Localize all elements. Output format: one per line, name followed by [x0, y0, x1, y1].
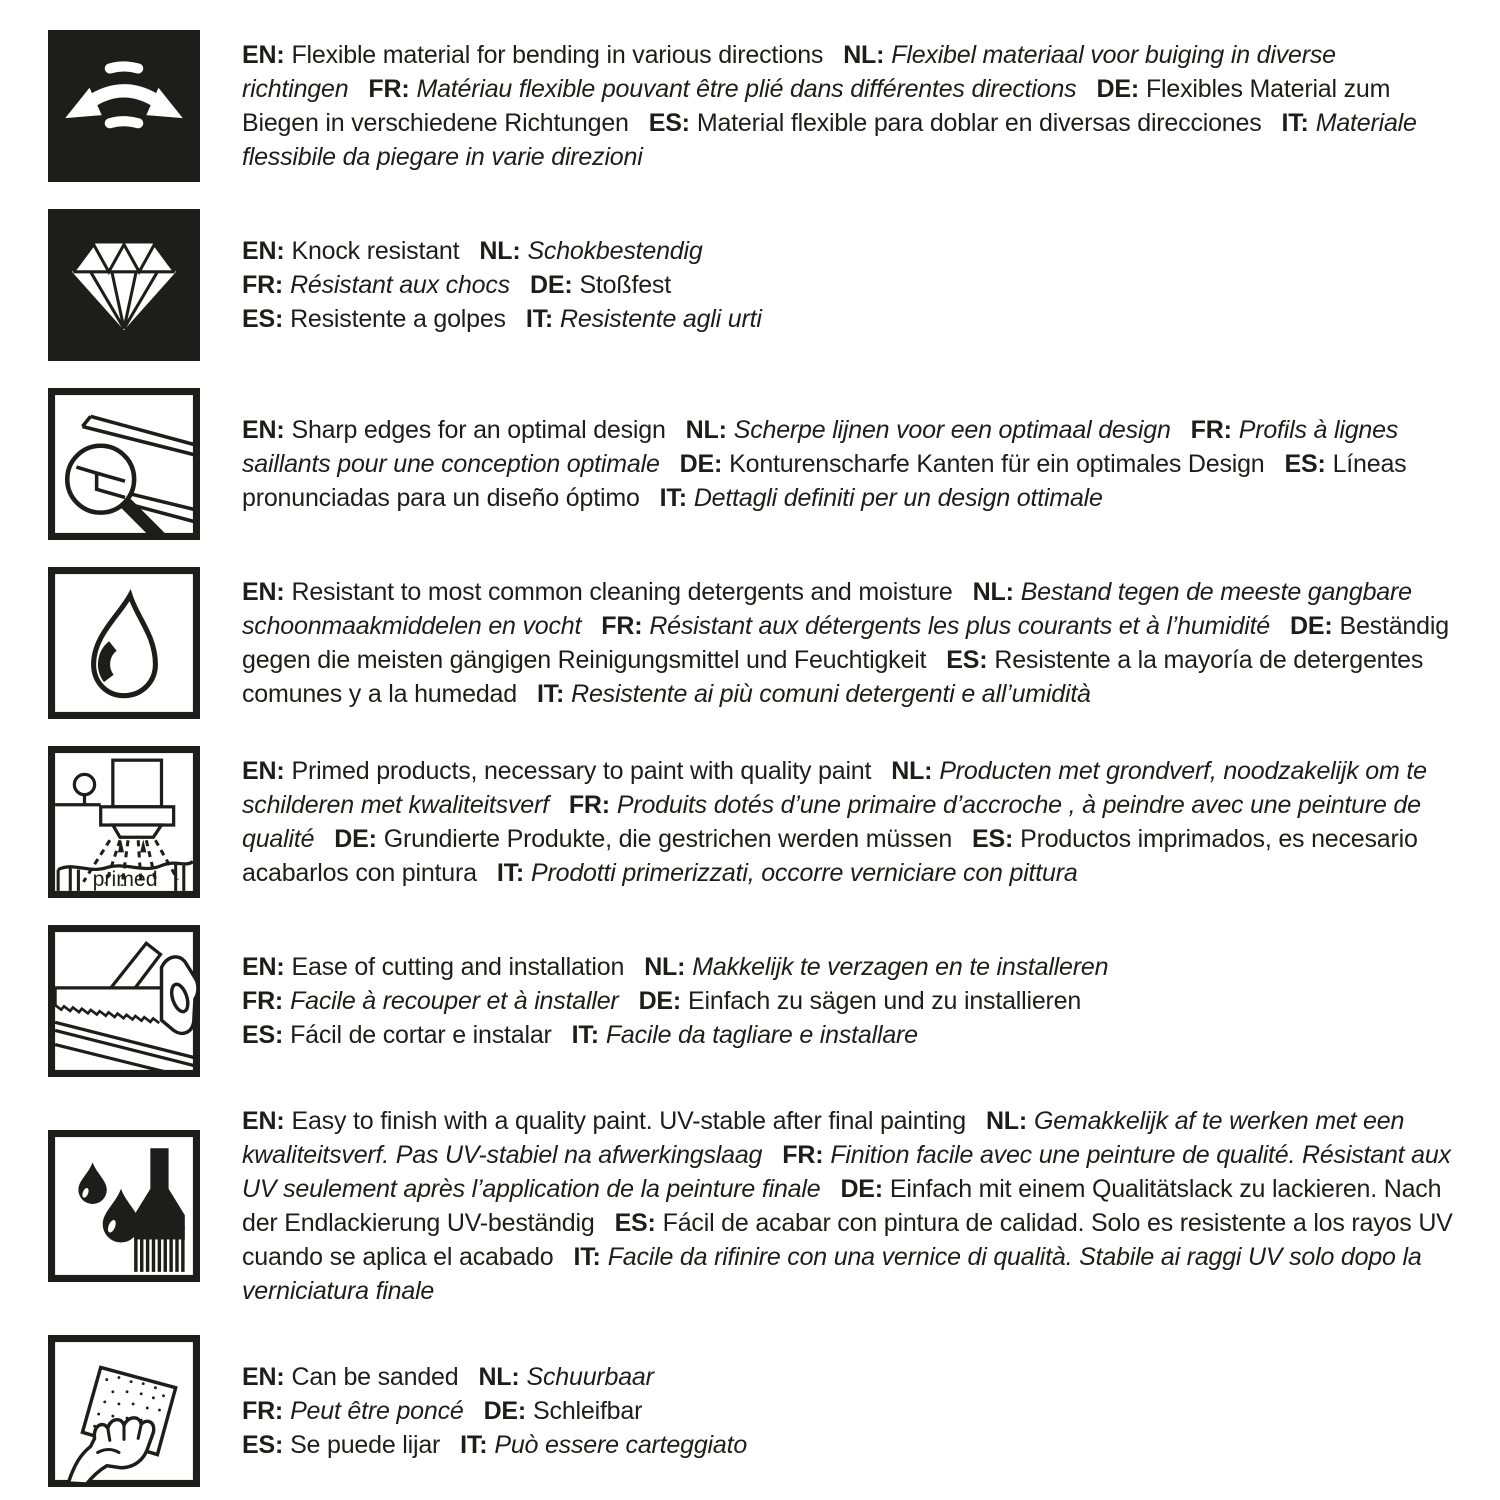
feature-text-it: Prodotti primerizzati, occorre verniciare con pittura — [531, 859, 1078, 887]
feature-text-it: Facile da tagliare e installare — [605, 1021, 918, 1049]
paint-drops-brush-icon — [48, 1130, 200, 1282]
lang-label-de: DE: — [334, 825, 377, 853]
lang-label-en: EN: — [242, 41, 285, 69]
feature-row — [48, 1335, 1460, 1487]
feature-text-de: Grundierte Produkte, die gestrichen werden müssen — [383, 825, 953, 853]
lang-label-nl: NL: — [685, 416, 727, 444]
lang-label-fr: FR: — [368, 75, 410, 103]
feature-text-it: Può essere carteggiato — [494, 1431, 748, 1459]
feature-text-es: Resistente a la mayoría de detergentes comunes y a la humedad — [242, 646, 1424, 708]
feature-description — [242, 950, 1457, 1052]
lang-label-it: IT: — [460, 1431, 488, 1459]
feature-row — [48, 567, 1460, 719]
feature-text-it: Resistente ai più comuni detergenti e all’umidità — [571, 680, 1091, 708]
lang-label-it: IT: — [525, 305, 554, 333]
lang-label-de: DE: — [483, 1397, 527, 1425]
feature-text-es: Productos imprimados, es necesario acabarlos con pintura — [242, 825, 1418, 887]
lang-label-fr: FR: — [568, 791, 610, 819]
feature-text-de: Konturenscharfe Kanten für ein optimales Design — [729, 450, 1265, 478]
feature-text-nl: Scherpe lijnen voor een optimaal design — [733, 416, 1171, 444]
feature-row — [48, 1104, 1460, 1308]
feature-text-de: Einfach zu sägen und zu installieren — [688, 987, 1082, 1015]
feature-text-fr: Profils à lignes saillants pour une conception optimale — [242, 416, 1399, 478]
feature-text-fr: Résistant aux chocs — [290, 271, 510, 299]
feature-list — [48, 30, 1460, 1487]
lang-label-es: ES: — [648, 109, 690, 137]
feature-text-nl: Producten met grondverf, noodzakelijk om te schilderen met kwaliteitsverf — [242, 757, 1427, 819]
lang-label-fr: FR: — [242, 271, 284, 299]
feature-text-de: Beständig gegen die meisten gängigen Reinigungsmittel und Feuchtigkeit — [242, 612, 1449, 674]
feature-text-nl: Schokbestendig — [527, 237, 703, 265]
feature-text-es: Material flexible para doblar en diversas direcciones — [696, 109, 1262, 137]
lang-label-en: EN: — [242, 578, 285, 606]
lang-label-it: IT: — [1281, 109, 1309, 137]
feature-description — [242, 413, 1457, 515]
feature-description — [242, 575, 1457, 711]
sanding-hand-icon — [48, 1335, 200, 1487]
lang-label-en: EN: — [242, 237, 285, 265]
feature-text-de: Einfach mit einem Qualitätslack zu lackieren. Nach der Endlackierung UV-beständig — [242, 1175, 1442, 1237]
lang-label-es: ES: — [946, 646, 988, 674]
lang-label-es: ES: — [242, 1431, 284, 1459]
lang-label-es: ES: — [614, 1209, 656, 1237]
lang-label-nl: NL: — [843, 41, 885, 69]
feature-description — [242, 1104, 1457, 1308]
feature-text-fr: Facile à recouper et à installer — [290, 987, 619, 1015]
feature-text-en: Primed products, necessary to paint with quality paint — [291, 757, 872, 785]
lang-label-nl: NL: — [972, 578, 1014, 606]
feature-text-en: Can be sanded — [291, 1363, 459, 1391]
lang-label-fr: FR: — [601, 612, 643, 640]
lang-label-de: DE: — [529, 271, 573, 299]
feature-text-es: Fácil de cortar e instalar — [290, 1021, 552, 1049]
lang-label-de: DE: — [1096, 75, 1139, 103]
lang-label-fr: FR: — [782, 1141, 824, 1169]
water-drop-moisture-icon — [48, 567, 200, 719]
feature-text-it: Dettagli definiti per un design ottimale — [693, 484, 1103, 512]
saw-cutting-icon — [48, 925, 200, 1077]
feature-text-en: Resistant to most common cleaning detergents and moisture — [291, 578, 953, 606]
feature-text-fr: Produits dotés d’une primaire d’accroche , à peindre avec une peinture de qualité — [242, 791, 1421, 853]
lang-label-en: EN: — [242, 1107, 285, 1135]
feature-text-nl: Gemakkelijk af te werken met een kwaliteitsverf. Pas UV-stabiel na afwerkingslaag — [242, 1107, 1405, 1169]
feature-description — [242, 754, 1457, 890]
feature-text-fr: Matériau flexible pouvant être plié dans différentes directions — [416, 75, 1077, 103]
feature-text-it: Materiale flessibile da piegare in varie direzioni — [242, 109, 1417, 171]
lang-label-en: EN: — [242, 953, 285, 981]
lang-label-nl: NL: — [644, 953, 686, 981]
feature-row — [48, 209, 1460, 361]
lang-label-de: DE: — [638, 987, 682, 1015]
feature-text-es: Resistente a golpes — [290, 305, 506, 333]
sharp-edges-magnifier-icon — [48, 388, 200, 540]
primed-spray-icon — [48, 746, 200, 898]
lang-label-nl: NL: — [478, 1363, 520, 1391]
feature-text-nl: Schuurbaar — [526, 1363, 654, 1391]
feature-text-nl: Flexibel materiaal voor buiging in diverse richtingen — [242, 41, 1336, 103]
lang-label-it: IT: — [573, 1243, 601, 1271]
lang-label-de: DE: — [1290, 612, 1333, 640]
lang-label-es: ES: — [242, 305, 284, 333]
feature-description — [242, 38, 1457, 174]
flexible-bending-icon — [48, 30, 200, 182]
feature-text-fr: Peut être poncé — [290, 1397, 464, 1425]
feature-text-de: Schleifbar — [533, 1397, 643, 1425]
feature-row — [48, 746, 1460, 898]
lang-label-it: IT: — [571, 1021, 599, 1049]
feature-text-en: Easy to finish with a quality paint. UV-stable after final painting — [291, 1107, 966, 1135]
feature-text-de: Flexibles Material zum Biegen in verschiedene Richtungen — [242, 75, 1391, 137]
feature-description — [242, 234, 1457, 336]
feature-text-nl: Bestand tegen de meeste gangbare schoonmaakmiddelen en vocht — [242, 578, 1412, 640]
lang-label-nl: NL: — [479, 237, 521, 265]
lang-label-nl: NL: — [985, 1107, 1028, 1135]
feature-description — [242, 1360, 1457, 1462]
feature-text-en: Knock resistant — [291, 237, 460, 265]
feature-text-es: Líneas pronunciadas para un diseño óptimo — [242, 450, 1407, 512]
feature-text-nl: Makkelijk te verzagen en te installeren — [692, 953, 1109, 981]
diamond-knock-resistant-icon — [48, 209, 200, 361]
lang-label-it: IT: — [496, 859, 525, 887]
lang-label-en: EN: — [242, 1363, 285, 1391]
lang-label-it: IT: — [659, 484, 687, 512]
lang-label-nl: NL: — [891, 757, 933, 785]
feature-text-it: Resistente agli urti — [560, 305, 762, 333]
feature-text-en: Ease of cutting and installation — [291, 953, 625, 981]
lang-label-de: DE: — [679, 450, 723, 478]
feature-row — [48, 925, 1460, 1077]
feature-text-es: Se puede lijar — [290, 1431, 441, 1459]
feature-text-en: Sharp edges for an optimal design — [291, 416, 666, 444]
feature-text-es: Fácil de acabar con pintura de calidad. Solo es resistente a los rayos UV cuando se aplica el acabado — [242, 1209, 1453, 1271]
lang-label-fr: FR: — [1190, 416, 1232, 444]
feature-text-fr: Finition facile avec une peinture de qualité. Résistant aux UV seulement après l’application de la peinture finale — [242, 1141, 1451, 1203]
lang-label-fr: FR: — [242, 987, 284, 1015]
feature-row — [48, 388, 1460, 540]
lang-label-it: IT: — [536, 680, 565, 708]
lang-label-de: DE: — [840, 1175, 883, 1203]
feature-text-de: Stoßfest — [579, 271, 671, 299]
lang-label-es: ES: — [242, 1021, 284, 1049]
feature-row — [48, 30, 1460, 182]
primed-label: primed — [92, 866, 158, 891]
feature-text-en: Flexible material for bending in various directions — [291, 41, 824, 69]
feature-text-it: Facile da rifinire con una vernice di qualità. Stabile ai raggi UV solo dopo la verniciatura finale — [242, 1243, 1422, 1305]
feature-text-fr: Résistant aux détergents les plus courants et à l’humidité — [649, 612, 1271, 640]
lang-label-es: ES: — [972, 825, 1014, 853]
lang-label-es: ES: — [1284, 450, 1326, 478]
lang-label-en: EN: — [242, 757, 285, 785]
lang-label-fr: FR: — [242, 1397, 284, 1425]
lang-label-en: EN: — [242, 416, 285, 444]
